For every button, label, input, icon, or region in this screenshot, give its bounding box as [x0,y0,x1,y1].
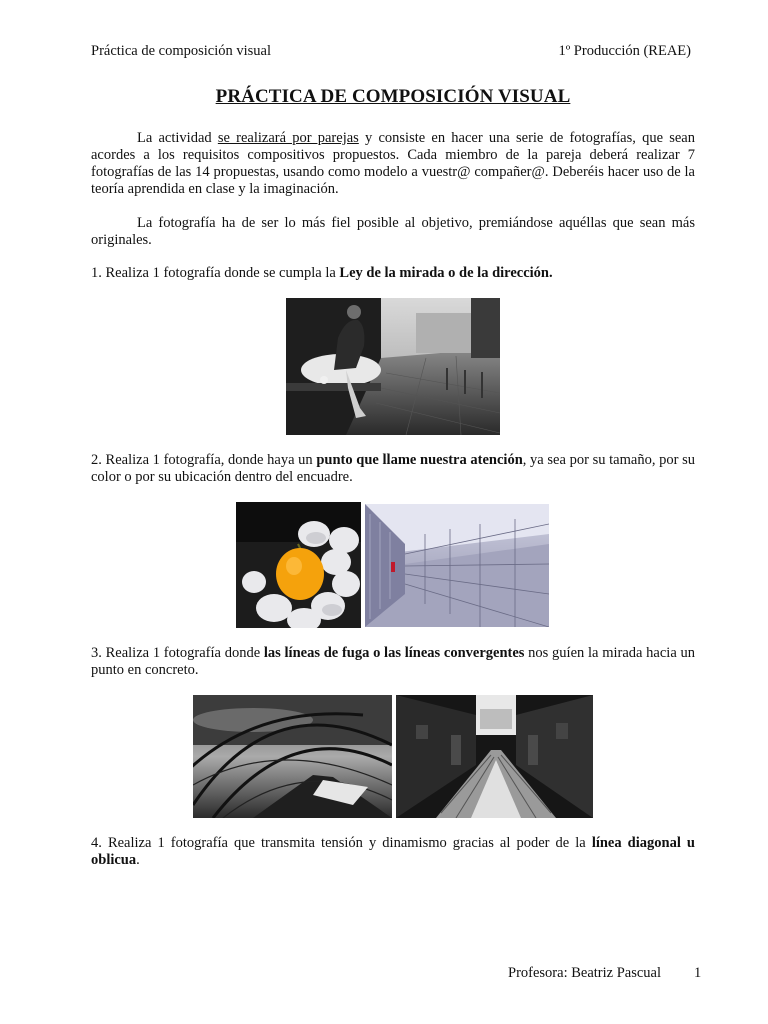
footer-teacher: Profesora: Beatriz Pascual [508,965,662,981]
header-left: Práctica de composición visual [91,43,271,59]
item-4-after: . [136,852,140,868]
footer-page-number: 1 [694,965,702,981]
item-2-after: , ya sea por su tamaño, por su color o por su ubicación dentro del encuadre. [91,452,695,485]
item-3-after: nos guíen la mirada hacia un punto en concreto. [91,645,696,678]
intro-text-a: La actividad [137,130,218,146]
item-2-bold: punto que llame nuestra atención [316,452,523,468]
intro-text-b: y consiste en hacer una serie de fotografías, que sean acordes a los requisitos compositivos propuestos. Cada miembro de la pareja deberá realizar 7 fotografías de las 14 propuestas, usando como modelo a vuestr@ compañer@. Deberéis hacer uso de la teoría aprendida en clase y la imaginación. [91,130,695,197]
intro-underlined-text: se realizará por parejas [217,130,359,146]
header-right: 1º Producción (REAE) [558,43,691,59]
item-3-bold: las líneas de fuga o las líneas convergentes [263,645,525,661]
item-1 [91,265,695,282]
photo-tunnel-walkway [193,695,392,818]
photo-staircase-corridor [396,695,593,818]
intro-paragraph-2: La fotografía ha de ser lo más fiel posible al objetivo, premiándose aquéllas que sean más originales. [91,215,695,248]
item-2-text: 2. Realiza 1 fotografía, donde haya un [91,452,317,468]
photo-lemon-eggs [236,502,361,628]
item-4-text: 4. Realiza 1 fotografía que transmita tensión y dinamismo gracias al poder de la [91,835,592,851]
item-1-text: 1. Realiza 1 fotografía donde se cumpla la [91,265,340,281]
item-2 [91,452,695,486]
item-3 [91,645,695,679]
intro-paragraph-1 [91,130,695,198]
item-3-text: 3. Realiza 1 fotografía donde [91,645,264,661]
item-4 [91,835,695,869]
document-title: PRÁCTICA DE COMPOSICIÓN VISUAL [215,86,571,107]
item-1-bold: Ley de la mirada o de la dirección. [339,265,553,281]
photo-glass-corridor [365,504,549,627]
photo-ballerina-street [286,298,500,435]
item-4-bold: línea diagonal u oblicua [91,835,695,868]
